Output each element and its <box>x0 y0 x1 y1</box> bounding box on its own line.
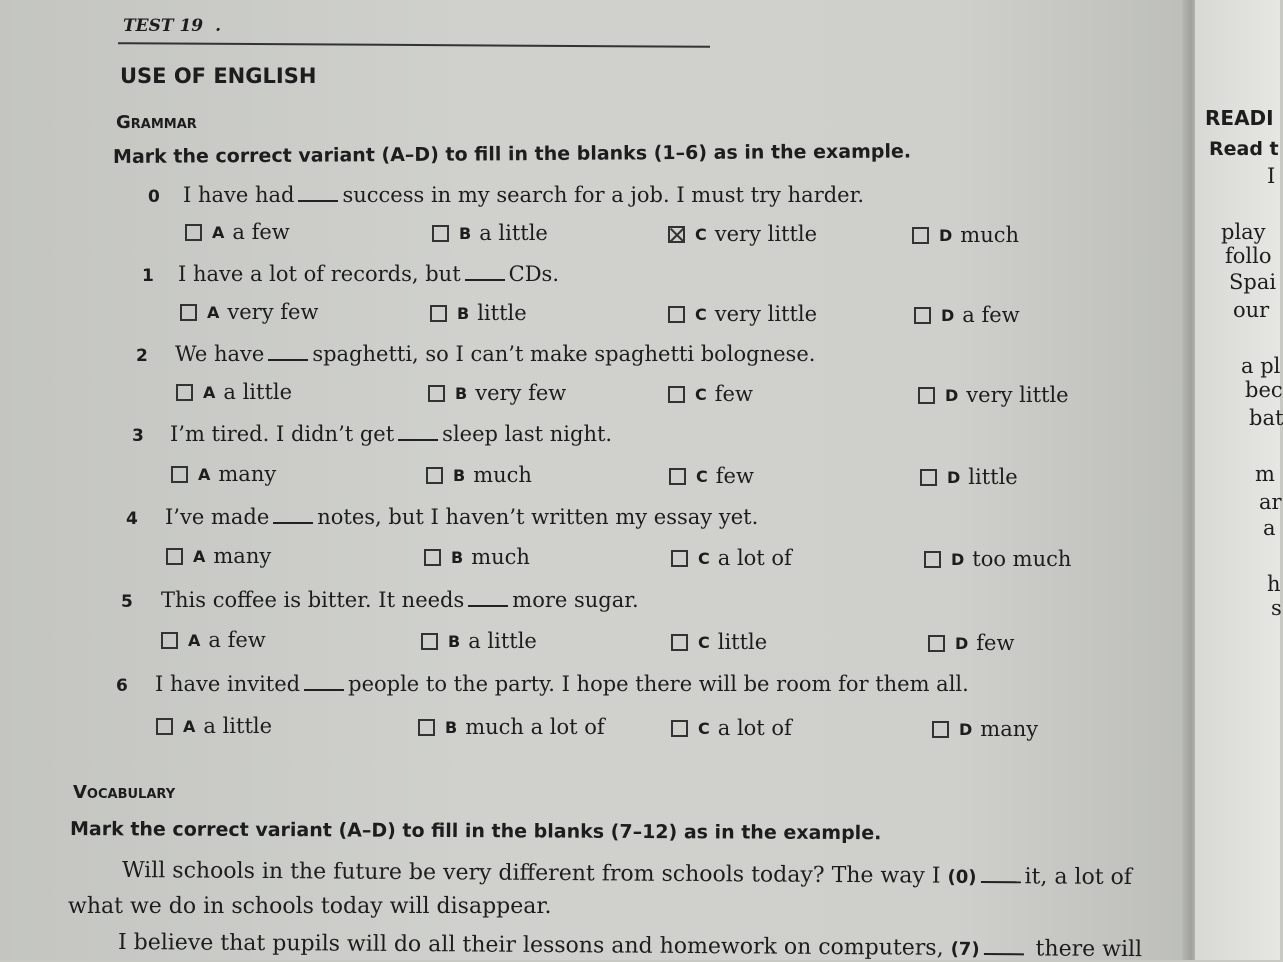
question-text-before: I’ve made <box>165 505 270 529</box>
option-letter: C <box>698 548 710 568</box>
grammar-instruction: Mark the correct variant (A–D) to fill in the blanks (1–6) as in the example. <box>112 140 912 168</box>
checkbox-icon[interactable] <box>669 468 686 485</box>
right-text-fragment: our <box>1233 298 1270 322</box>
question-text-after: notes, but I haven’t written my essay yet. <box>317 505 759 529</box>
answer-blank[interactable] <box>273 521 313 524</box>
option-letter: B <box>457 303 470 323</box>
option-a[interactable] <box>161 628 266 652</box>
right-text-fragment: bat <box>1249 406 1283 430</box>
right-text-fragment: m <box>1255 462 1275 486</box>
option-letter: C <box>695 224 707 244</box>
option-letter: C <box>698 632 710 652</box>
checkbox-icon[interactable] <box>912 227 929 244</box>
option-d[interactable] <box>924 547 1071 571</box>
option-letter: A <box>203 382 216 402</box>
option-letter: C <box>695 304 707 324</box>
option-text: much <box>471 545 530 569</box>
vocab-blank[interactable] <box>980 880 1020 883</box>
checkbox-icon[interactable] <box>928 635 945 652</box>
right-text-fragment: play <box>1221 220 1266 244</box>
option-text: much <box>473 463 532 487</box>
option-a[interactable] <box>166 544 271 568</box>
option-text: a few <box>208 628 266 652</box>
option-letter: A <box>183 716 196 736</box>
vocab-blank[interactable] <box>984 952 1024 955</box>
option-a[interactable] <box>171 462 276 486</box>
option-text: too much <box>972 547 1072 571</box>
option-text: a few <box>232 220 290 244</box>
question-text-after: people to the party. I hope there will be room for them all. <box>348 672 969 696</box>
checkbox-icon[interactable] <box>671 720 688 737</box>
option-letter: B <box>455 383 468 403</box>
question-text <box>155 672 969 696</box>
right-text-fragment: bec <box>1245 378 1283 402</box>
option-a[interactable] <box>176 380 292 404</box>
option-letter: B <box>448 631 461 651</box>
question-number: 3 <box>132 426 144 446</box>
vocab-line3-end: there will <box>1035 936 1143 962</box>
right-text-fragment: s <box>1271 596 1282 620</box>
option-c[interactable] <box>668 222 817 246</box>
option-text: few <box>976 631 1015 655</box>
option-d[interactable] <box>920 465 1018 489</box>
option-text: a little <box>223 380 293 404</box>
option-b[interactable] <box>432 221 548 245</box>
answer-blank[interactable] <box>398 438 438 441</box>
option-letter: D <box>951 549 965 569</box>
vocabulary-instruction: Mark the correct variant (A–D) to fill in the blanks (7–12) as in the example. <box>69 818 882 845</box>
section-title: USE OF ENGLISH <box>120 64 317 88</box>
question-number: 5 <box>121 592 133 612</box>
checkbox-icon[interactable] <box>424 549 441 566</box>
option-d[interactable] <box>918 383 1069 407</box>
checkbox-icon[interactable] <box>668 386 685 403</box>
answer-blank[interactable] <box>298 199 338 202</box>
option-c[interactable] <box>668 382 753 406</box>
checkbox-icon[interactable] <box>426 467 443 484</box>
right-text-fragment: ar <box>1259 490 1282 514</box>
vocab-paragraph-line-1 <box>122 858 1132 890</box>
option-letter: A <box>198 464 211 484</box>
question-number: 4 <box>126 509 138 529</box>
option-text: few <box>715 464 754 488</box>
checkbox-icon[interactable] <box>166 548 183 565</box>
question-text <box>165 505 758 529</box>
checkbox-icon[interactable] <box>918 387 935 404</box>
option-text: little <box>968 465 1018 489</box>
option-letter: A <box>207 302 220 322</box>
option-c[interactable] <box>668 302 817 326</box>
checkbox-icon[interactable] <box>671 550 688 567</box>
question-number: 0 <box>148 187 160 207</box>
question-text-after: success in my search for a job. I must try harder. <box>342 183 865 207</box>
option-text: many <box>980 717 1039 741</box>
option-letter: A <box>193 546 206 566</box>
question-text <box>161 588 639 612</box>
vocab-blank-number: (7) <box>950 938 980 961</box>
option-text: very few <box>475 381 567 405</box>
question-text <box>175 342 815 366</box>
option-text: very little <box>714 222 818 246</box>
checkbox-icon[interactable] <box>432 225 449 242</box>
vocab-line1-text: Will schools in the future be very different from schools today? The way I <box>121 858 941 889</box>
option-d[interactable] <box>914 303 1020 327</box>
checkbox-icon[interactable] <box>914 307 931 324</box>
checkbox-icon[interactable] <box>924 551 941 568</box>
grammar-heading: Grammar <box>116 112 197 133</box>
vocabulary-heading: Vocabulary <box>73 782 176 803</box>
option-letter: B <box>445 717 458 737</box>
option-text: a little <box>479 221 548 245</box>
right-heading: READI <box>1205 106 1274 130</box>
option-b[interactable] <box>428 381 566 405</box>
option-letter: D <box>959 719 973 739</box>
question-text-after: CDs. <box>508 262 559 286</box>
header-rule <box>118 42 710 48</box>
checkbox-icon[interactable] <box>418 719 435 736</box>
option-letter: D <box>955 633 969 653</box>
option-c[interactable] <box>671 630 767 654</box>
checkbox-icon[interactable] <box>156 718 173 735</box>
checkbox-icon[interactable] <box>920 469 937 486</box>
option-letter: D <box>941 305 955 325</box>
option-b[interactable] <box>424 545 530 569</box>
question-number: 6 <box>116 676 128 696</box>
right-page <box>1195 0 1283 960</box>
option-text: much a lot of <box>465 715 605 739</box>
question-number: 2 <box>136 346 148 366</box>
question-text <box>178 262 559 286</box>
option-b[interactable] <box>430 301 527 325</box>
question-text-before: We have <box>175 342 265 366</box>
vocab-paragraph-line-2: what we do in schools today will disappear. <box>68 894 552 919</box>
question-text-before: I have invited <box>155 672 301 696</box>
option-letter: B <box>453 465 466 485</box>
checkbox-icon[interactable] <box>171 466 188 483</box>
option-text: a few <box>962 303 1020 327</box>
vocab-line1-end: it, a lot of <box>1024 864 1133 891</box>
question-text <box>183 183 864 207</box>
option-b[interactable] <box>418 715 605 739</box>
option-letter: B <box>451 547 464 567</box>
checkbox-icon[interactable] <box>668 306 685 323</box>
option-b[interactable] <box>426 463 532 487</box>
answer-blank[interactable] <box>468 604 508 607</box>
option-c[interactable] <box>671 546 792 570</box>
option-c[interactable] <box>669 464 754 488</box>
vocab-blank-number: (0) <box>947 866 977 888</box>
question-text-before: I have a lot of records, but <box>178 262 461 286</box>
option-letter: B <box>459 223 472 243</box>
option-text: a little <box>468 629 537 653</box>
option-text: a little <box>203 714 273 738</box>
right-text-fragment: h <box>1267 572 1281 596</box>
vocab-paragraph-line-3 <box>118 930 1142 962</box>
right-text-fragment: follo <box>1225 244 1272 268</box>
option-text: much <box>960 223 1020 247</box>
option-text: little <box>717 630 768 654</box>
option-letter: A <box>212 222 225 242</box>
option-d[interactable] <box>932 717 1038 741</box>
question-text-after: sleep last night. <box>442 422 613 446</box>
question-text-before: This coffee is bitter. It needs <box>161 588 465 612</box>
test-title: TEST 19 . <box>123 16 222 36</box>
option-letter: A <box>188 630 201 650</box>
checkbox-icon[interactable] <box>185 224 202 241</box>
option-d[interactable] <box>912 223 1019 247</box>
checkbox-icon[interactable] <box>932 721 949 738</box>
checkbox-icon[interactable] <box>161 632 178 649</box>
option-text: very little <box>714 302 818 326</box>
right-text-fragment: I <box>1267 164 1276 188</box>
option-b[interactable] <box>421 629 537 653</box>
right-text-fragment: a <box>1263 516 1276 540</box>
answer-blank[interactable] <box>268 358 308 361</box>
right-text-fragment: Spai <box>1229 270 1277 294</box>
option-text: a lot of <box>717 546 792 570</box>
checkbox-icon[interactable] <box>428 385 445 402</box>
option-letter: C <box>698 718 710 738</box>
option-letter: D <box>939 225 953 245</box>
option-letter: D <box>945 385 959 405</box>
option-text: very little <box>966 383 1069 407</box>
answer-blank[interactable] <box>304 688 344 691</box>
option-text: few <box>714 382 753 406</box>
checked-checkbox-icon[interactable] <box>668 226 685 243</box>
question-number: 1 <box>142 266 154 286</box>
option-a[interactable] <box>185 220 290 244</box>
option-d[interactable] <box>928 631 1014 655</box>
right-text-fragment: a pl <box>1241 354 1281 378</box>
option-text: many <box>218 462 277 486</box>
question-text-after: more sugar. <box>512 588 639 612</box>
option-letter: C <box>695 384 707 404</box>
checkbox-icon[interactable] <box>421 633 438 650</box>
question-text <box>170 422 612 446</box>
right-subheading: Read t <box>1209 138 1279 160</box>
checkbox-icon[interactable] <box>176 384 193 401</box>
vocab-line3-text: I believe that pupils will do all their lessons and homework on computers, <box>117 930 944 961</box>
question-text-before: I have had <box>183 183 295 207</box>
option-letter: C <box>696 466 708 486</box>
option-text: very few <box>227 300 319 324</box>
answer-blank[interactable] <box>465 278 505 281</box>
option-c[interactable] <box>671 716 792 740</box>
option-a[interactable] <box>180 300 318 324</box>
question-text-before: I’m tired. I didn’t get <box>170 422 395 446</box>
option-text: many <box>213 544 272 568</box>
option-text: little <box>477 301 527 325</box>
checkbox-icon[interactable] <box>671 634 688 651</box>
option-text: a lot of <box>717 716 792 740</box>
checkbox-icon[interactable] <box>430 305 447 322</box>
option-a[interactable] <box>156 714 272 738</box>
checkbox-icon[interactable] <box>180 304 197 321</box>
question-text-after: spaghetti, so I can’t make spaghetti bolognese. <box>312 342 816 366</box>
option-letter: D <box>947 467 961 487</box>
